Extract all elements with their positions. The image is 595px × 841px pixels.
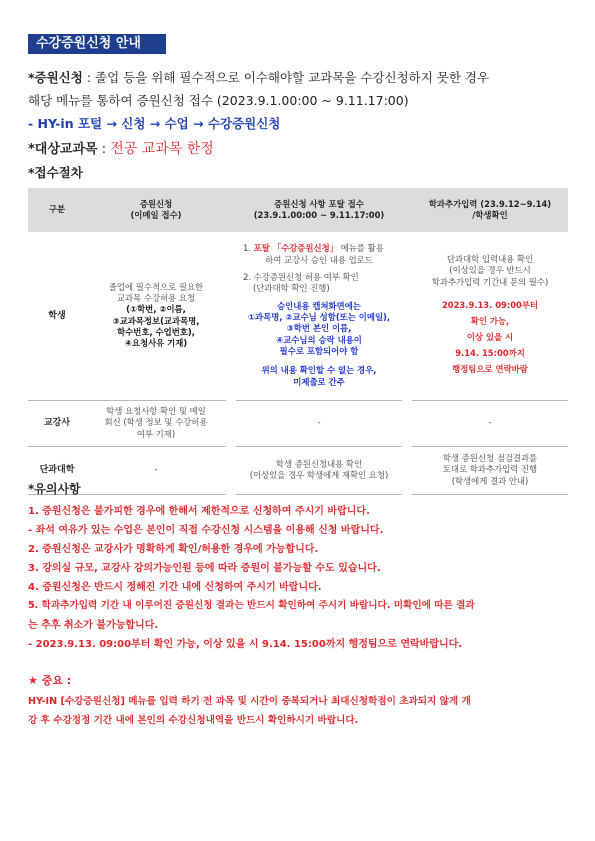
row-label-college: 단과대학 [28,446,86,494]
target-value: 전공 교과목 한정 [110,141,214,157]
college-request-cell: - [86,446,226,494]
procedure-label: *접수절차 [28,165,83,180]
target-label: *대상교과목 [28,142,98,157]
important-label: ★ 중요 : [28,674,72,687]
table-row-college [28,446,568,494]
target-separator: : [97,142,111,157]
header-portal: 증원신청 사항 포탈 접수 (23.9.1.00:00 ~ 9.11.17:00) [236,188,402,232]
important-line-1: HY-IN [수강증원신청] 메뉴를 입력 하기 전 과목 및 시간이 중복되거나 최대신청학점이 초과되지 않게 개 [28,696,471,707]
instructor-dept-cell: - [412,400,568,446]
note-item: - 2023.9.13. 09:00부터 확인 가능, 이상 있을 시 9.14. 15:00까지 행정팀으로 연락바랍니다. [28,639,463,650]
note-item: 1. 증원신청은 불가피한 경우에 한해서 제한적으로 신청하여 주시기 바랍니다. [28,506,370,517]
target-course-line [28,138,214,158]
instructor-request-cell: 학생 요청사항 확인 및 메일 회신 (학생 정보 및 수강허용 여부 기재) [86,400,226,446]
student-portal-cell: 1. 포탈 「수강증원신청」 메뉴를 활용 하여 교강사 승인 내용 업로드 2. 수강증원신청 허용 여부 확인 (단과대학 확인 진행) 승인내용 캡쳐화면에는 ①과목명, ②교수님 성함(또는 이메일), ③학번 본인 이름, ④교수님의 승락 내용이 필수로 포함되어야 함 위의 내용 확인할 수 없는 경우, 미제출로 간주 [236,232,402,400]
table-row-instructor [28,400,568,446]
intro-label: *증원신청 [28,70,83,85]
navigation-path: - HY-in 포털 → 신청 → 수업 → 수강증원신청 [28,116,281,131]
student-request-cell: 졸업에 필수적으로 필요한 교과목 수강허용 요청 (①학번, ②이름, ③교과목정보(교과목명, 학수번호, 수업번호), ④요청사유 기재) [86,232,226,400]
note-item: 3. 강의실 규모, 교강사 강의가능인원 등에 따라 증원이 불가능할 수도 있습니다. [28,563,381,574]
intro-line-2: 해당 메뉴를 통하여 증원신청 접수 (2023.9.1.00:00 ~ 9.11.17:00) [28,93,409,108]
college-portal-cell: 학생 증원신청내용 확인 (이상있을 경우 학생에게 재확인 요청) [236,446,402,494]
procedure-table [28,188,568,495]
important-line-2: 강 후 수강정정 기간 내에 본인의 수강신청내역을 반드시 확인하시기 바랍니다. [28,715,359,726]
intro-line-1 [28,68,489,86]
row-label-student: 학생 [28,232,86,400]
table-row-student [28,232,568,400]
note-item: - 좌석 여유가 있는 수업은 본인이 직접 수강신청 시스템을 이용해 신청 바랍니다. [28,525,384,536]
instructor-portal-cell: - [236,400,402,446]
notes-label: *유의사항 [28,482,81,496]
header-request: 증원신청 (이메일 접수) [86,188,226,232]
college-dept-cell: 학생 증원신청 점검결과를 토대로 학과추가입력 진행 (학생에게 결과 안내) [412,446,568,494]
intro-text-1: : 졸업 등을 위해 필수적으로 이수해야할 교과목을 수강신청하지 못한 경우 [82,70,490,85]
note-item: 2. 증원신청은 교강사가 명확하게 확인/허용한 경우에 가능합니다. [28,544,319,555]
table-header-row [28,188,568,232]
page-title: 수강증원신청 안내 [28,34,166,54]
row-label-instructor: 교강사 [28,400,86,446]
note-item: 5. 학과추가입력 기간 내 이루어진 증원신청 결과는 반드시 확인하여 주시기 바랍니다. 미확인에 따른 결과 [28,600,475,611]
note-item: 4. 증원신청은 반드시 정해진 기간 내에 신청하여 주시기 바랍니다. [28,582,322,593]
student-dept-cell: 단과대학 입력내용 확인 (이상있을 경우 반드시 학과추가입력 기간내 문의 필수) 2023.9.13. 09:00부터 확인 가능, 이상 있을 시 9.14. 15:00까지 행정팀으로 연락바람 [412,232,568,400]
header-dept-input: 학과추가입력 (23.9.12~9.14) /학생확인 [412,188,568,232]
header-category: 구분 [28,188,86,232]
note-item: 는 추후 취소가 불가능합니다. [28,620,159,631]
